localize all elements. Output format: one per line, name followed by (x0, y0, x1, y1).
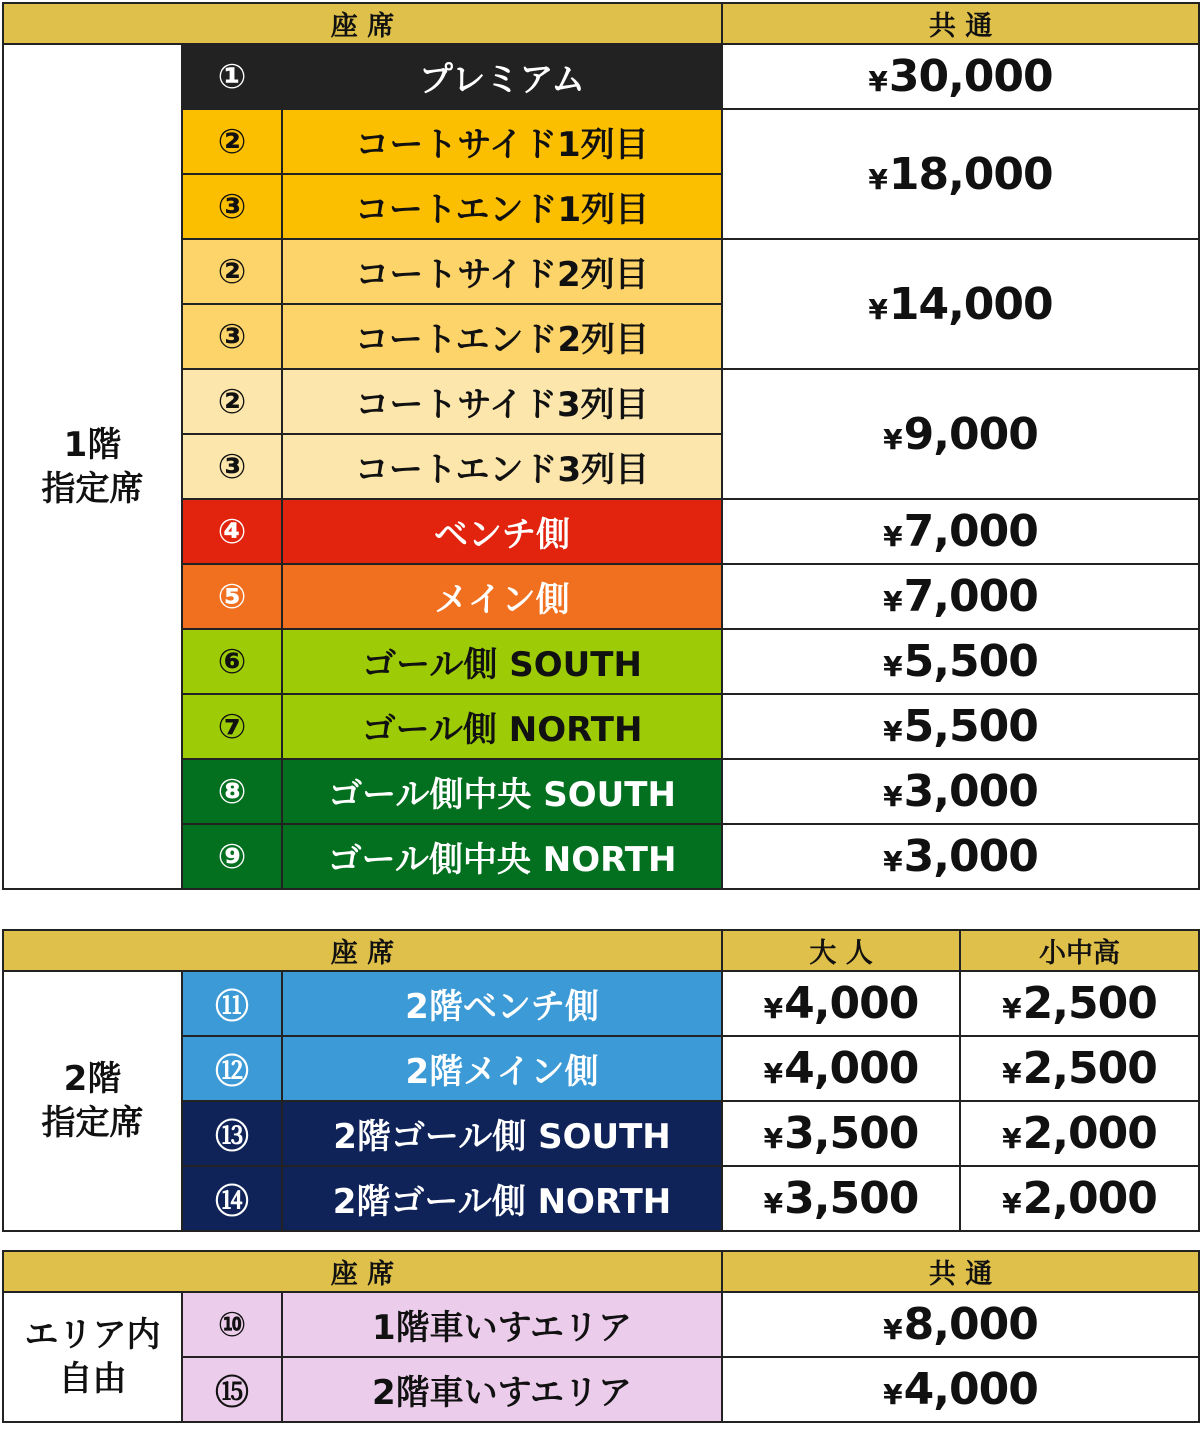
yen-symbol: ¥ (1002, 1057, 1021, 1090)
table-header (3, 3, 1199, 44)
seat-number: ⑤ (182, 564, 282, 629)
seat-name: ゴール側 NORTH (282, 694, 722, 759)
seat-name: コートサイド2列目 (282, 239, 722, 304)
yen-symbol: ¥ (763, 1057, 783, 1090)
seat-number: ③ (182, 174, 282, 239)
price-value: 2,000 (1022, 1108, 1157, 1159)
price-cell (722, 629, 1199, 694)
yen-symbol: ¥ (883, 585, 902, 618)
seat-number: ⑭ (182, 1166, 282, 1231)
price-cell (722, 1292, 1199, 1357)
seat-name: コートエンド1列目 (282, 174, 722, 239)
price-value: 4,000 (784, 978, 919, 1029)
floor1-price-table (2, 2, 1200, 890)
yen-symbol: ¥ (883, 422, 902, 456)
seat-number: ⑥ (182, 629, 282, 694)
yen-symbol: ¥ (763, 992, 783, 1025)
yen-symbol: ¥ (883, 845, 902, 878)
seat-number: ③ (182, 434, 282, 499)
price-value: 3,500 (784, 1173, 919, 1224)
seat-name: 2階ベンチ側 (282, 971, 722, 1036)
price-value: 2,500 (1022, 1043, 1157, 1094)
floor2-group-label (3, 971, 182, 1231)
price-cell (722, 44, 1199, 109)
adult-price-cell (722, 1036, 960, 1101)
yen-symbol: ¥ (1002, 1122, 1021, 1155)
seat-name: 1階車いすエリア (282, 1292, 722, 1357)
table-header (3, 930, 1199, 971)
yen-symbol: ¥ (868, 292, 887, 326)
seat-number: ② (182, 109, 282, 174)
header-child: 小中高 (960, 930, 1199, 971)
yen-symbol: ¥ (1002, 992, 1021, 1025)
seat-number: ⑫ (182, 1036, 282, 1101)
table-row (3, 1036, 1199, 1101)
price-value: 8,000 (903, 1299, 1038, 1350)
price-cell (722, 499, 1199, 564)
header-price: 共 通 (722, 1251, 1199, 1292)
price-value: 14,000 (888, 278, 1053, 330)
wheelchair-area-price-table (2, 1250, 1200, 1423)
table-row (3, 1292, 1199, 1357)
child-price-cell (960, 1101, 1199, 1166)
seat-number: ② (182, 369, 282, 434)
seat-name: 2階ゴール側 NORTH (282, 1166, 722, 1231)
price-value: 7,000 (903, 506, 1038, 557)
seat-name: 2階ゴール側 SOUTH (282, 1101, 722, 1166)
group-label-line2: 指定席 (41, 1103, 144, 1143)
seat-number: ⑬ (182, 1101, 282, 1166)
yen-symbol: ¥ (883, 650, 902, 683)
seat-number: ⑪ (182, 971, 282, 1036)
price-cell (722, 1357, 1199, 1422)
seat-name: コートエンド3列目 (282, 434, 722, 499)
header-price: 共 通 (722, 3, 1199, 44)
seat-name: メイン側 (282, 564, 722, 629)
yen-symbol: ¥ (868, 162, 887, 196)
group-label-line2: 自由 (58, 1359, 127, 1399)
price-cell (722, 564, 1199, 629)
seat-number: ④ (182, 499, 282, 564)
table-row (3, 1166, 1199, 1231)
seat-number: ⑮ (182, 1357, 282, 1422)
price-value: 5,500 (903, 701, 1038, 752)
seat-name: コートエンド2列目 (282, 304, 722, 369)
price-value: 7,000 (903, 571, 1038, 622)
price-value: 3,000 (903, 831, 1038, 882)
seat-name: ゴール側中央 NORTH (282, 824, 722, 889)
adult-price-cell (722, 1166, 960, 1231)
price-value: 18,000 (888, 148, 1053, 200)
seat-number: ② (182, 239, 282, 304)
seat-number: ⑧ (182, 759, 282, 824)
price-value: 3,000 (903, 766, 1038, 817)
price-value: 4,000 (784, 1043, 919, 1094)
price-value: 30,000 (888, 51, 1053, 102)
header-seat: 座 席 (3, 3, 722, 44)
yen-symbol: ¥ (763, 1122, 783, 1155)
child-price-cell (960, 971, 1199, 1036)
price-cell (722, 239, 1199, 369)
floor1-group-label (3, 44, 182, 889)
group-label-line2: 指定席 (41, 468, 144, 509)
area-group-label (3, 1292, 182, 1422)
yen-symbol: ¥ (883, 1378, 902, 1411)
seat-number: ③ (182, 304, 282, 369)
adult-price-cell (722, 971, 960, 1036)
seat-number: ① (182, 44, 282, 109)
price-cell (722, 824, 1199, 889)
group-label-line1: エリア内 (24, 1315, 161, 1355)
header-seat: 座 席 (3, 930, 722, 971)
yen-symbol: ¥ (1002, 1187, 1021, 1220)
table-row (3, 694, 1199, 759)
seat-name: ゴール側 SOUTH (282, 629, 722, 694)
table-row (3, 759, 1199, 824)
yen-symbol: ¥ (883, 715, 902, 748)
price-value: 9,000 (903, 408, 1038, 460)
price-value: 3,500 (784, 1108, 919, 1159)
group-label-line1: 1階 (63, 424, 122, 465)
table-row (3, 369, 1199, 434)
price-cell (722, 109, 1199, 239)
floor2-price-table (2, 929, 1200, 1232)
child-price-cell (960, 1166, 1199, 1231)
table-row (3, 109, 1199, 174)
yen-symbol: ¥ (883, 780, 902, 813)
yen-symbol: ¥ (883, 1313, 902, 1346)
table-header (3, 1251, 1199, 1292)
price-cell (722, 369, 1199, 499)
yen-symbol: ¥ (763, 1187, 783, 1220)
seat-name: プレミアム (282, 44, 722, 109)
table-row (3, 824, 1199, 889)
seat-name: コートサイド3列目 (282, 369, 722, 434)
header-adult: 大 人 (722, 930, 960, 971)
seat-number: ⑦ (182, 694, 282, 759)
table-row (3, 1357, 1199, 1422)
adult-price-cell (722, 1101, 960, 1166)
seat-name: ベンチ側 (282, 499, 722, 564)
table-row (3, 564, 1199, 629)
yen-symbol: ¥ (868, 65, 887, 98)
seat-number: ⑨ (182, 824, 282, 889)
seat-name: 2階車いすエリア (282, 1357, 722, 1422)
table-row (3, 499, 1199, 564)
price-cell (722, 759, 1199, 824)
table-row (3, 44, 1199, 109)
seat-name: 2階メイン側 (282, 1036, 722, 1101)
group-label-line1: 2階 (63, 1059, 122, 1099)
child-price-cell (960, 1036, 1199, 1101)
header-seat: 座 席 (3, 1251, 722, 1292)
price-value: 2,500 (1022, 978, 1157, 1029)
table-row (3, 629, 1199, 694)
price-value: 2,000 (1022, 1173, 1157, 1224)
price-cell (722, 694, 1199, 759)
price-value: 4,000 (903, 1364, 1038, 1415)
seat-number: ⑩ (182, 1292, 282, 1357)
price-value: 5,500 (903, 636, 1038, 687)
table-row (3, 971, 1199, 1036)
yen-symbol: ¥ (883, 520, 902, 553)
table-row (3, 1101, 1199, 1166)
table-row (3, 239, 1199, 304)
seat-name: ゴール側中央 SOUTH (282, 759, 722, 824)
seat-name: コートサイド1列目 (282, 109, 722, 174)
